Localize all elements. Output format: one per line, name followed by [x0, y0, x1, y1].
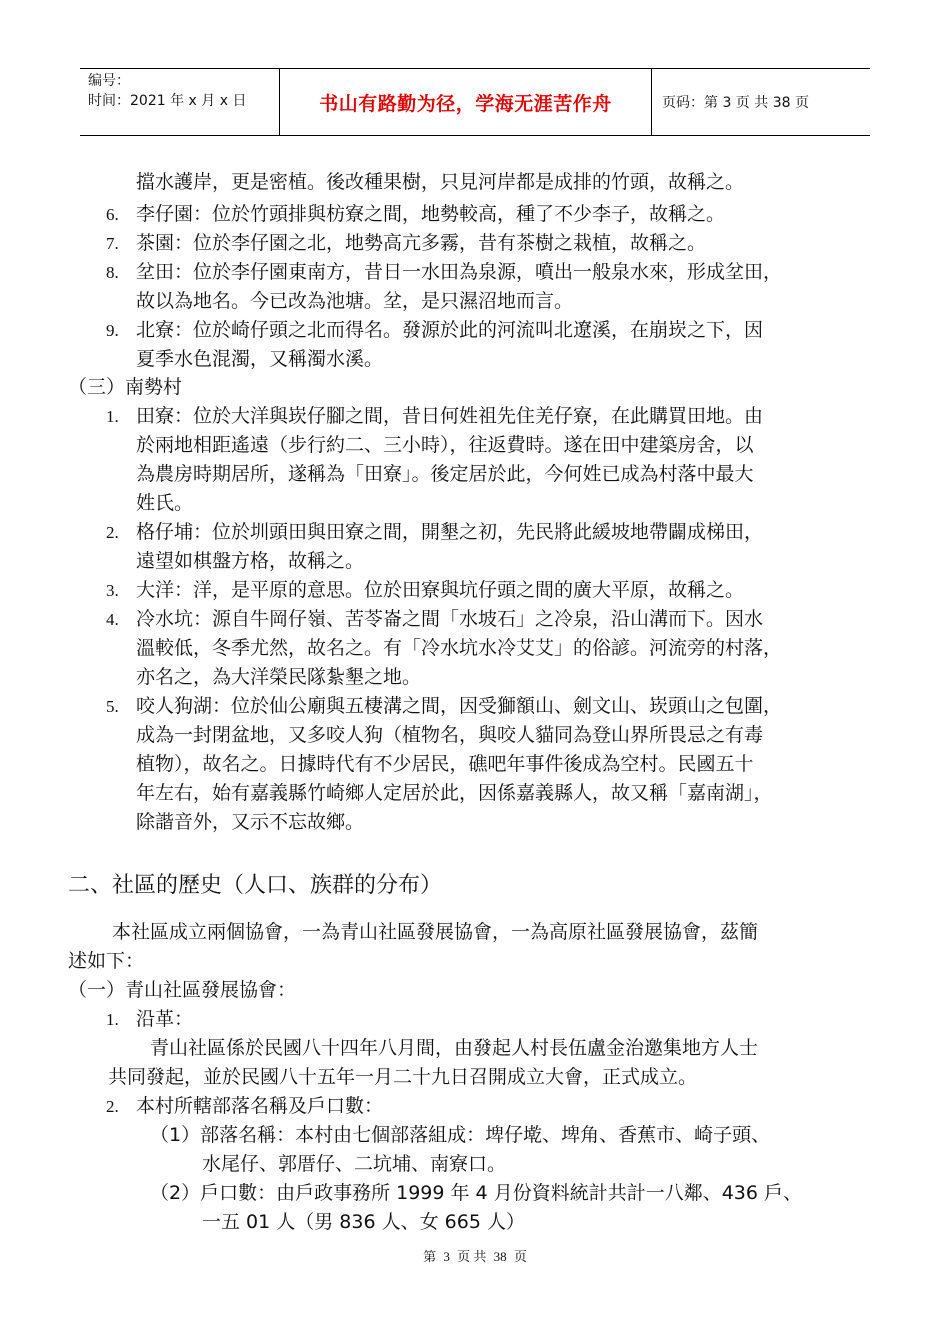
- list-number: 2.: [106, 523, 119, 542]
- paragraph-line: 溫較低，冬季尤然，故名之。有「冷水坑水冷艾艾」的俗諺。河流旁的村落，: [136, 637, 783, 659]
- footer-suffix: 页: [513, 1249, 527, 1264]
- list-item: 田寮：位於大洋與崁仔腳之間，昔日何姓祖先住羌仔寮，在此購買田地。由: [136, 405, 764, 427]
- list-item: 李仔園：位於竹頭排與枋寮之間，地勢較高，種了不少李子，故稱之。: [136, 203, 726, 225]
- paragraph-line: 除諧音外，又示不忘故鄉。: [136, 811, 365, 833]
- footer-total-pages: 38: [493, 1249, 507, 1264]
- header-motto: 书山有路勤为径，学海无涯苦作舟: [280, 69, 652, 135]
- list-number: 6.: [106, 205, 119, 224]
- paragraph-line: 成為一封閉盆地，又多咬人狗（植物名，與咬人貓同為登山界所畏忌之有毒: [136, 724, 764, 746]
- page-header: [80, 68, 870, 136]
- paragraph-line: 姓氏。: [136, 492, 194, 514]
- paragraph-line: 年左右，始有嘉義縣竹崎鄉人定居於此，因係嘉義縣人，故又稱「嘉南湖」，: [136, 782, 773, 804]
- list-item: 大洋：洋，是平原的意思。位於田寮與坑仔頭之間的廣大平原，故稱之。: [136, 579, 745, 601]
- paragraph-line: 擋水護岸，更是密植。後改種果樹，只見河岸都是成排的竹頭，故稱之。: [136, 171, 745, 193]
- doc-time-label: 时间：2021 年 x 月 x 日: [88, 93, 247, 109]
- paragraph-line: 青山社區係於民國八十四年八月間，由發起人村長伍盧金治邀集地方人士: [150, 1037, 759, 1059]
- paragraph-line: 水尾仔、郭厝仔、二坑埔、南寮口。: [202, 1153, 507, 1175]
- list-item: 沿革：: [136, 1008, 194, 1030]
- paragraph-line: 故以為地名。今已改為池塘。坌，是只濕沼地而言。: [136, 290, 574, 312]
- list-number: 7.: [106, 234, 119, 253]
- header-meta: [80, 69, 280, 135]
- list-item: 坌田：位於李仔園東南方，昔日一水田為泉源，噴出一般泉水來，形成坌田，: [136, 261, 783, 283]
- subsection-heading: （三）南勢村: [68, 376, 183, 398]
- footer-current-page: 3: [443, 1249, 450, 1264]
- list-number: 9.: [106, 321, 119, 340]
- paragraph-line: 共同發起，並於民國八十五年一月二十九日召開成立大會，正式成立。: [108, 1066, 698, 1088]
- page-footer: [0, 1246, 950, 1265]
- list-number: 3.: [106, 581, 119, 600]
- paragraph-line: 植物），故名之。日據時代有不少居民，礁吧年事件後成為空村。民國五十: [136, 753, 754, 775]
- list-number: 5.: [106, 697, 119, 716]
- footer-middle: 页 共: [457, 1249, 487, 1264]
- list-number: 1.: [106, 407, 119, 426]
- subsection-heading: （一）青山社區發展協會：: [68, 979, 297, 1001]
- doc-code-label: 编号：: [88, 73, 130, 89]
- paragraph-line: 於兩地相距遙遠（步行約二、三小時），往返費時。遂在田中建築房舍，以: [136, 434, 754, 456]
- list-item: 茶園：位於李仔園之北，地勢高亢多霧，昔有茶樹之栽植，故稱之。: [136, 232, 707, 254]
- list-item: 冷水坑：源自牛岡仔嶺、苦苓崙之間「水坡石」之冷泉，沿山溝而下。因水: [136, 608, 764, 630]
- header-page-info: 页码：第 3 页 共 38 页: [662, 95, 809, 111]
- list-number: 2.: [106, 1097, 119, 1116]
- list-item: 咬人狗湖：位於仙公廟與五棲溝之間，因受獅額山、劍文山、崁頭山之包圍，: [136, 695, 783, 717]
- list-item: 格仔埔：位於圳頭田與田寮之間，開墾之初，先民將此緩坡地帶闢成梯田，: [136, 521, 764, 543]
- list-number: 8.: [106, 263, 119, 282]
- paragraph-line: 本社區成立兩個協會，一為青山社區發展協會，一為高原社區發展協會，茲簡: [112, 921, 759, 943]
- paragraph-line: 遠望如棋盤方格，故稱之。: [136, 550, 365, 572]
- paragraph-line: 一五 01 人（男 836 人、女 665 人）: [202, 1211, 525, 1233]
- list-item: 北寮：位於崎仔頭之北而得名。發源於此的河流叫北遼溪，在崩崁之下，因: [136, 319, 764, 341]
- paragraph-line: 夏季水色混濁，又稱濁水溪。: [136, 348, 384, 370]
- list-number: 4.: [106, 610, 119, 629]
- footer-prefix: 第: [423, 1249, 437, 1264]
- sub-list-item: （1）部落名稱：本村由七個部落組成：埤仔墘、埤角、香蕉市、崎子頭、: [150, 1124, 771, 1146]
- paragraph-line: 為農房時期居所，遂稱為「田寮」。後定居於此，今何姓已成為村落中最大: [136, 463, 754, 485]
- list-number: 1.: [106, 1010, 119, 1029]
- paragraph-line: 亦名之，為大洋榮民隊紮墾之地。: [136, 666, 422, 688]
- sub-list-item: （2）戶口數：由戶政事務所 1999 年 4 月份資料統計共計一八鄰、436 戶、: [150, 1182, 802, 1204]
- section-heading: 二、社區的歷史（人口、族群的分布）: [68, 873, 443, 898]
- paragraph-line: 述如下：: [68, 950, 145, 972]
- list-item: 本村所轄部落名稱及戶口數：: [136, 1095, 384, 1117]
